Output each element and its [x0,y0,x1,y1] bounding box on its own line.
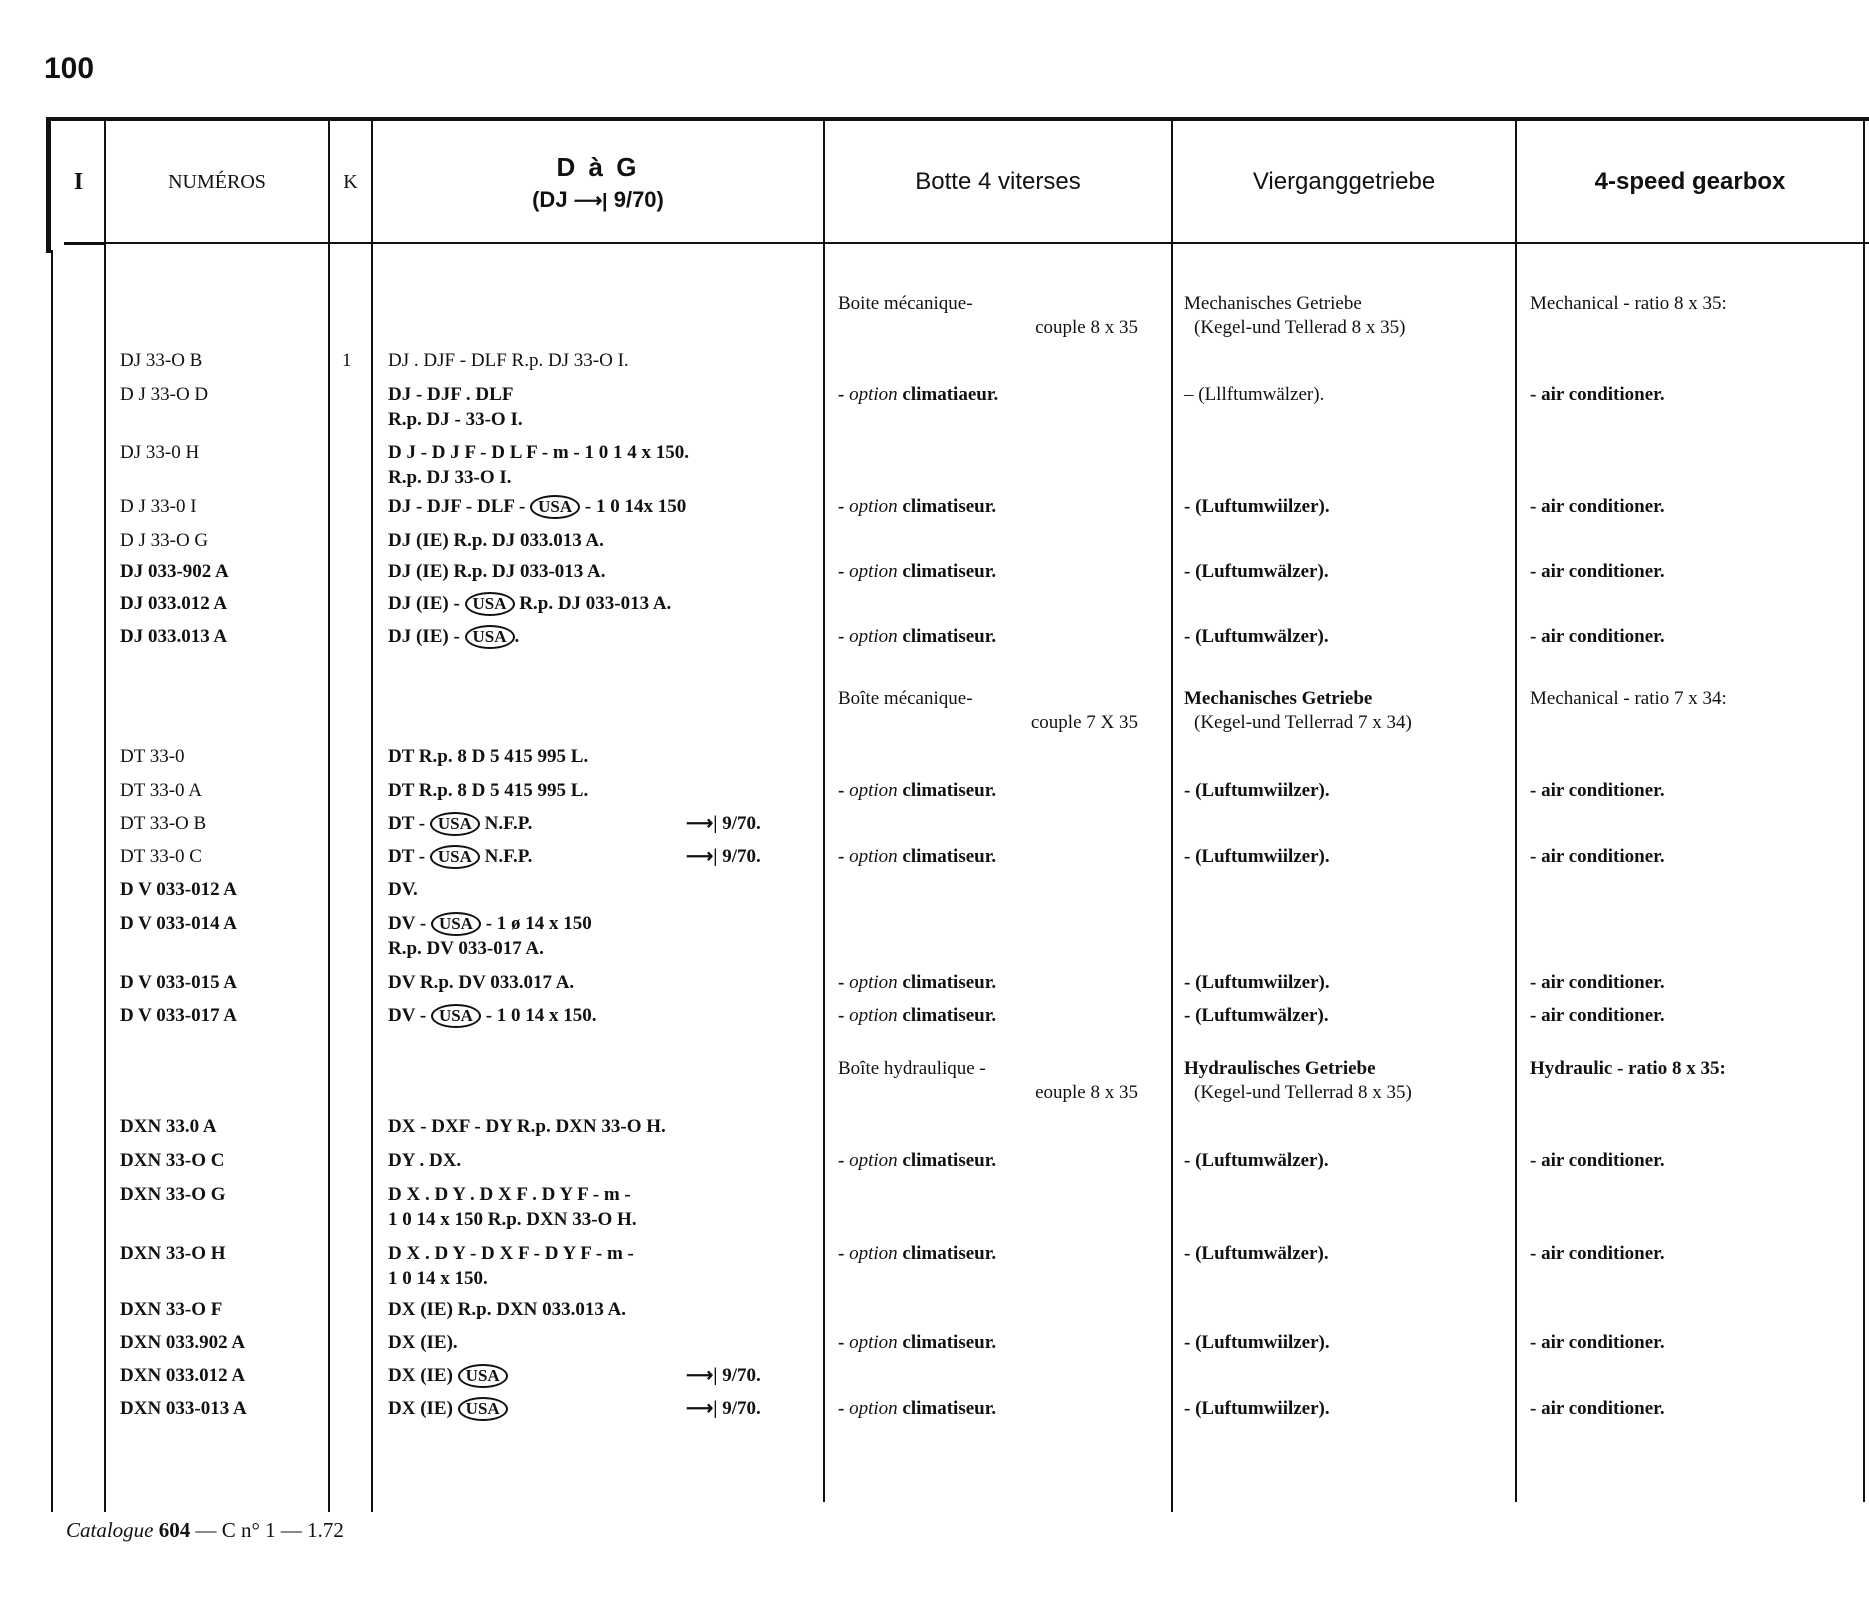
dag-description: DX (IE). [388,1332,458,1353]
col-divider-3 [371,117,373,1512]
col-divider-5 [1171,117,1173,1512]
usa-stamp-icon: USA [430,812,480,836]
french-note: - option climatiseur. [838,1398,997,1419]
german-note: - (Luftumwälzer). [1184,1150,1329,1171]
header-dag-line2: (DJ ⟶| 9/70) [532,186,664,212]
dag-description: DX - DXF - DY R.p. DXN 33-O H. [388,1116,666,1137]
dag-description: DT R.p. 8 D 5 415 995 L. [388,780,589,801]
english-note: - air conditioner. [1530,1243,1665,1264]
german-note: - (Luftumwälzer). [1184,1005,1329,1026]
part-number: DJ 033.013 A [120,626,228,647]
french-note: - option climatiseur. [838,561,997,582]
section-heading-de: Hydraulisches Getriebe (Kegel-und Tellerrad 8 x 35) [1184,1058,1412,1103]
french-note: - option climatiseur. [838,1150,997,1171]
english-note: - air conditioner. [1530,1332,1665,1353]
part-number: D J 33-0 I [120,496,197,517]
header-dag-line1: D à G [556,151,640,182]
col-divider-6 [1515,117,1517,1502]
german-note: - (Luftumwiilzer). [1184,846,1330,867]
dag-description: DJ (IE) R.p. DJ 033-013 A. [388,561,606,582]
dag-description: D X . D Y - D X F - D Y F - m - 1 0 14 x 150. [388,1243,634,1289]
german-note: - (Luftumwälzer). [1184,626,1329,647]
part-number: DXN 33-O H [120,1243,226,1264]
k-value: 1 [342,350,352,371]
col-divider-1 [104,117,106,1512]
section-heading-en: Mechanical - ratio 7 x 34: [1530,688,1727,709]
header-german: Vierganggetriebe [1252,168,1436,195]
part-number: DJ 033.012 A [120,593,228,614]
german-note: - (Luftumwiilzer). [1184,496,1330,517]
german-note: – (Lllftumwälzer). [1184,384,1325,405]
section-heading-en: Mechanical - ratio 8 x 35: [1530,293,1727,314]
dag-description: D X . D Y . D X F . D Y F - m - 1 0 14 x 150 R.p. DXN 33-O H. [388,1184,637,1230]
french-note: - option climatiaeur. [838,384,999,405]
section-heading-fr: Boîte mécanique- couple 7 X 35 [838,688,1138,733]
part-number: D V 033-017 A [120,1005,238,1026]
dag-description: DV - USA - 1 ø 14 x 150 R.p. DV 033-017 A. [388,913,592,959]
left-frame-thick [46,117,51,253]
part-number: DT 33-0 A [120,780,202,801]
english-note: - air conditioner. [1530,780,1665,801]
french-note: - option climatiseur. [838,1243,997,1264]
english-note: - air conditioner. [1530,1005,1665,1026]
part-number: D J 33-O G [120,530,209,551]
dag-description: DT R.p. 8 D 5 415 995 L. [388,746,589,767]
french-note: - option climatiseur. [838,1332,997,1353]
dag-description: DJ (IE) - USA R.p. DJ 033-013 A. [388,593,672,614]
dag-description: DX (IE) USA [388,1363,508,1388]
part-number: DJ 33-0 H [120,442,200,463]
section-heading-fr: Boite mécanique- couple 8 x 35 [838,293,1138,338]
arrow-right-bar-icon: ⟶| [573,189,608,212]
col-divider-2 [328,117,330,1512]
french-note: - option climatiseur. [838,846,997,867]
dag-description: DX (IE) R.p. DXN 033.013 A. [388,1299,627,1320]
english-note: - air conditioner. [1530,972,1665,993]
dag-description: DV R.p. DV 033.017 A. [388,972,575,993]
dag-date: ⟶| 9/70. [686,1365,761,1386]
dag-description: DV. [388,879,418,900]
arrow-right-bar-icon: ⟶| [686,1365,723,1386]
header-dag [373,120,823,244]
col-divider-7 [1863,117,1865,1502]
english-note: - air conditioner. [1530,846,1665,867]
part-number: DXN 033.902 A [120,1332,246,1353]
part-number: D V 033-014 A [120,913,238,934]
german-note: - (Luftumwiilzer). [1184,972,1330,993]
german-note: - (Luftumwälzer). [1184,1243,1329,1264]
german-note: - (Luftumwiilzer). [1184,1332,1330,1353]
section-heading-en: Hydraulic - ratio 8 x 35: [1530,1058,1726,1079]
part-number: DJ 033-902 A [120,561,229,582]
dag-date: ⟶| 9/70. [686,846,761,867]
part-number: DXN 033.012 A [120,1365,246,1386]
part-number: DT 33-O B [120,813,207,834]
arrow-right-bar-icon: ⟶| [686,1398,723,1419]
header-index: I [73,168,84,195]
header-k: K [343,170,358,193]
col-divider-4 [823,117,825,1502]
dag-description: DJ (IE) - USA . [388,626,520,647]
french-note: - option climatiseur. [838,780,997,801]
page-number: 100 [44,52,95,85]
part-number: DT 33-0 [120,746,185,767]
usa-stamp-icon: USA [458,1397,508,1421]
dag-description: DJ - DJF - DLF - USA - 1 0 14x 150 [388,496,687,517]
part-number: DXN 33-O F [120,1299,223,1320]
part-number: D V 033-012 A [120,879,238,900]
header-numeros: NUMÉROS [168,170,266,193]
dag-description: DJ . DJF - DLF R.p. DJ 33-O I. [388,350,629,371]
dag-description: DT - USA N.F.P. [388,846,533,867]
arrow-right-bar-icon: ⟶| [686,813,723,834]
french-note: - option climatiseur. [838,972,997,993]
usa-stamp-icon: USA [530,495,580,519]
english-note: - air conditioner. [1530,496,1665,517]
german-note: - (Luftumwälzer). [1184,561,1329,582]
left-frame-line [51,250,53,1512]
part-number: DT 33-0 C [120,846,202,867]
part-number: DXN 33-O C [120,1150,225,1171]
part-number: DJ 33-O B [120,350,203,371]
usa-stamp-icon: USA [465,625,515,649]
german-note: - (Luftumwiilzer). [1184,1398,1330,1419]
dag-description: DX (IE) USA [388,1396,508,1421]
dag-date: ⟶| 9/70. [686,1398,761,1419]
english-note: - air conditioner. [1530,1150,1665,1171]
usa-stamp-icon: USA [431,1004,481,1028]
header-english: 4-speed gearbox [1594,168,1786,195]
usa-stamp-icon: USA [430,845,480,869]
section-heading-fr: Boîte hydraulique - eouple 8 x 35 [838,1058,1138,1103]
english-note: - air conditioner. [1530,561,1665,582]
french-note: - option climatiseur. [838,496,997,517]
german-note: - (Luftumwiilzer). [1184,780,1330,801]
part-number: D V 033-015 A [120,972,238,993]
usa-stamp-icon: USA [431,912,481,936]
dag-description: DY . DX. [388,1150,462,1171]
dag-description: DJ - DJF . DLF R.p. DJ - 33-O I. [388,384,523,430]
footer-catalogue: Catalogue 604 — C n° 1 — 1.72 [66,1518,344,1542]
arrow-right-bar-icon: ⟶| [686,846,723,867]
dag-description: DV - USA - 1 0 14 x 150. [388,1005,597,1026]
english-note: - air conditioner. [1530,384,1665,405]
dag-description: DJ (IE) R.p. DJ 033.013 A. [388,530,604,551]
english-note: - air conditioner. [1530,626,1665,647]
part-number: DXN 33-O G [120,1184,226,1205]
part-number: DXN 33.0 A [120,1116,217,1137]
usa-stamp-icon: USA [458,1364,508,1388]
english-note: - air conditioner. [1530,1398,1665,1419]
french-note: - option climatiseur. [838,1005,997,1026]
french-note: - option climatiseur. [838,626,997,647]
section-heading-de: Mechanisches Getriebe (Kegel-und Tellerrad 7 x 34) [1184,688,1412,733]
part-number: D J 33-O D [120,384,209,405]
header-french: Botte 4 viterses [915,168,1081,195]
dag-description: D J - D J F - D L F - m - 1 0 1 4 x 150. R.p. DJ 33-O I. [388,442,689,488]
usa-stamp-icon: USA [465,592,515,616]
dag-date: ⟶| 9/70. [686,813,761,834]
section-heading-de: Mechanisches Getriebe (Kegel-und Tellerad 8 x 35) [1184,293,1406,338]
dag-description: DT - USA N.F.P. [388,813,533,834]
part-number: DXN 033-013 A [120,1398,247,1419]
